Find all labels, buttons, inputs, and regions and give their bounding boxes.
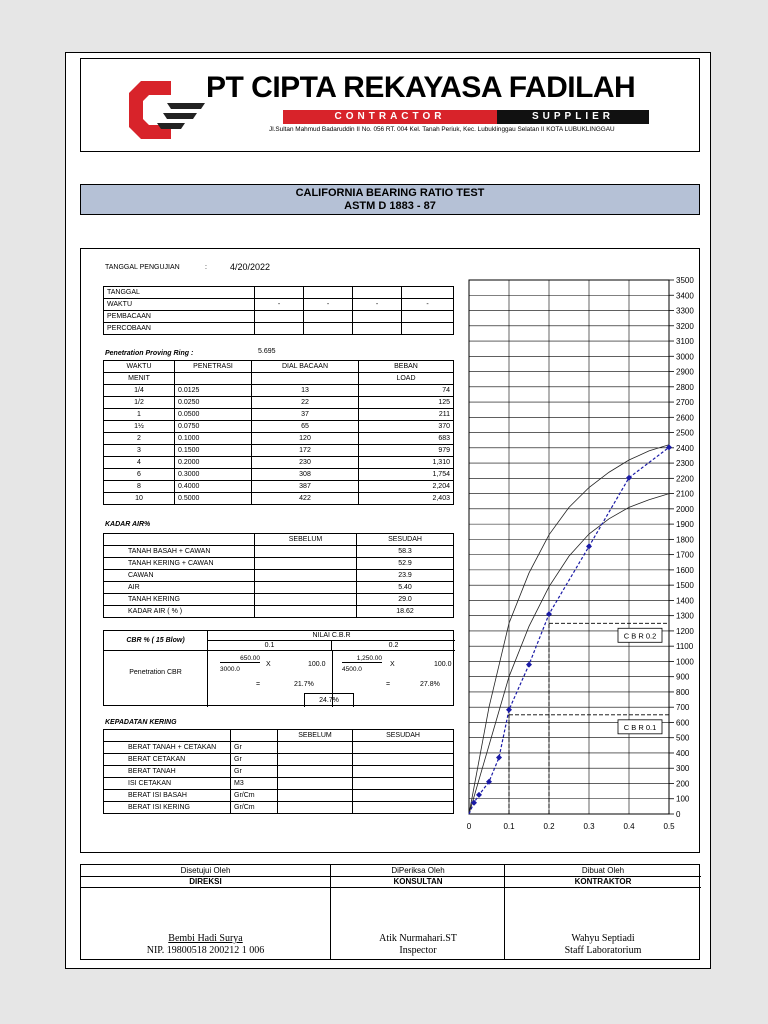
table-row: BERAT TANAH + CETAKAN Gr	[104, 742, 454, 754]
signatory-name: Bembi Hadi Surya	[168, 933, 243, 944]
signature-header: Dibuat Oleh	[505, 865, 701, 877]
cbr-den1: 3000.0	[220, 666, 240, 673]
company-logo	[127, 79, 207, 141]
x-tick-label: 0.1	[503, 822, 515, 831]
table-row: 8 0.4000 387 2,204	[104, 481, 454, 493]
table-row: AIR 5.40	[104, 582, 454, 594]
y-tick-label: 2200	[676, 474, 694, 484]
test-date-value: 4/20/2022	[230, 262, 271, 272]
cbr-eq2: =	[386, 681, 391, 688]
y-tick-label: 3200	[676, 321, 694, 331]
y-tick-label: 2300	[676, 459, 694, 469]
table-row: 1/2 0.0250 22 125	[104, 397, 454, 409]
y-tick-label: 2600	[676, 413, 694, 423]
y-tick-label: 1300	[676, 611, 694, 621]
y-tick-label: 2100	[676, 489, 694, 499]
signature-header: DiPeriksa Oleh	[331, 865, 505, 877]
table-row: 2 0.1000 120 683	[104, 433, 454, 445]
cbr-den2: 4500.0	[342, 666, 362, 673]
cbr-blow-label: CBR % ( 15 Blow)	[104, 631, 208, 651]
proving-ring-label: Penetration Proving Ring :	[105, 350, 194, 357]
y-tick-label: 400	[676, 748, 690, 758]
y-tick-label: 1500	[676, 581, 694, 591]
signature-block	[80, 864, 700, 960]
table-row: CAWAN 23.9	[104, 570, 454, 582]
penetration-table: WAKTU PENETRASI DIAL BACAAN BEBAN MENIT LOAD 1/4 0.0125 13 74 1/2 0.0250 22 125 1 0.0500 37 211 1½ 0.0750 65 370 2 0.1000 120 683 3 0.1500 172 979 4 0.2000 230 1,310 6 0.3000 308 1,754 8 0.4000 387 2,204 10 0.5000 422 2,403	[103, 360, 454, 505]
table-row: KADAR AIR ( % ) 18.62	[104, 606, 454, 618]
cbr-num1: 650.00	[220, 655, 260, 663]
moisture-label: KADAR AIR%	[105, 521, 151, 528]
cbr-mult2: 100.0	[434, 661, 452, 668]
y-tick-label: 1600	[676, 565, 694, 575]
tagline-contractor: CONTRACTOR	[334, 111, 446, 122]
company-address: Jl.Sultan Mahmud Badaruddin II No. 056 RT. 004 Kel. Tanah Periuk, Kec. Lubuklinggau Selatan II KOTA LUBUKLINGGAU	[269, 126, 615, 133]
signatory-name: Wahyu Septiadi	[571, 933, 635, 944]
y-tick-label: 2000	[676, 504, 694, 514]
cbr-eq1: =	[256, 681, 261, 688]
cbr-average: 24.7%	[304, 693, 354, 707]
y-tick-label: 2500	[676, 428, 694, 438]
cbr-res2: 27.8%	[420, 681, 440, 688]
reading-table: TANGGAL WAKTU - - - - PEMBACAAN PERCOBAAN	[103, 286, 454, 335]
title-line1: CALIFORNIA BEARING RATIO TEST	[295, 187, 485, 199]
y-tick-label: 700	[676, 703, 690, 713]
cbr-chart	[460, 275, 700, 835]
cbr-res1: 21.7%	[294, 681, 314, 688]
test-date-label: TANGGAL PENGUJIAN	[105, 264, 180, 271]
proving-ring-value: 5.695	[258, 348, 276, 355]
company-name: PT CIPTA REKAYASA FADILAH	[206, 71, 636, 104]
signature-column	[81, 865, 330, 959]
y-tick-label: 3000	[676, 352, 694, 362]
y-tick-label: 2400	[676, 443, 694, 453]
cbr-annotation-label: C B R 0.1	[623, 722, 657, 732]
y-tick-label: 3400	[676, 291, 694, 301]
cbr-mult1: 100.0	[308, 661, 326, 668]
signatory-title: Inspector	[399, 945, 437, 956]
y-tick-label: 1700	[676, 550, 694, 560]
table-row: BERAT ISI BASAH Gr/Cm	[104, 790, 454, 802]
table-row: 1 0.0500 37 211	[104, 409, 454, 421]
x-tick-label: 0	[466, 822, 472, 831]
y-tick-label: 3100	[676, 337, 694, 347]
cbr-annotation-label: C B R 0.2	[623, 631, 657, 641]
cbr-p1: 0.1	[208, 641, 332, 651]
company-header	[80, 58, 700, 152]
tagline-supplier: SUPPLIER	[531, 111, 614, 122]
table-row: BERAT CETAKAN Gr	[104, 754, 454, 766]
signature-role: KONTRAKTOR	[505, 876, 701, 888]
table-row: 3 0.1500 172 979	[104, 445, 454, 457]
x-tick-label: 0.2	[543, 822, 555, 831]
x-tick-label: 0.5	[663, 822, 675, 831]
cbr-calc-box	[103, 630, 454, 706]
cbr-nilai: NILAI C.B.R	[208, 631, 455, 641]
signatory-title: NIP. 19800518 200212 1 006	[146, 945, 265, 956]
y-tick-label: 3300	[676, 306, 694, 316]
y-tick-label: 900	[676, 672, 690, 682]
x-tick-label: 0.4	[623, 822, 635, 831]
signature-role: DIREKSI	[81, 876, 330, 888]
cbr-row-label: Penetration CBR	[104, 651, 208, 707]
y-tick-label: 2800	[676, 382, 694, 392]
signature-header: Disetujui Oleh	[81, 865, 330, 877]
table-row: TANAH KERING + CAWAN 52.9	[104, 558, 454, 570]
cbr-num2: 1,250.00	[342, 655, 382, 663]
table-row: TANAH BASAH + CAWAN 58.3	[104, 546, 454, 558]
report-title	[80, 184, 700, 215]
y-tick-label: 200	[676, 779, 690, 789]
cbr-x2: X	[390, 661, 395, 668]
y-tick-label: 1000	[676, 657, 694, 667]
table-row: 1/4 0.0125 13 74	[104, 385, 454, 397]
density-label: KEPADATAN KERING	[105, 719, 177, 726]
y-tick-label: 1100	[676, 642, 694, 652]
table-row: ISI CETAKAN M3	[104, 778, 454, 790]
y-tick-label: 1400	[676, 596, 694, 606]
table-row: 6 0.3000 308 1,754	[104, 469, 454, 481]
y-tick-label: 600	[676, 718, 690, 728]
y-tick-label: 3500	[676, 276, 694, 285]
y-tick-label: 0	[676, 810, 681, 819]
title-line2: ASTM D 1883 - 87	[344, 200, 436, 212]
company-name-wrapper	[206, 73, 635, 103]
table-row: BERAT TANAH Gr	[104, 766, 454, 778]
table-row: 4 0.2000 230 1,310	[104, 457, 454, 469]
signature-role: KONSULTAN	[331, 876, 505, 888]
y-tick-label: 300	[676, 764, 690, 774]
y-tick-label: 2700	[676, 398, 694, 408]
moisture-table: SEBELUM SESUDAH TANAH BASAH + CAWAN 58.3 TANAH KERING + CAWAN 52.9 CAWAN 23.9 AIR 5.40 TANAH KERING 29.0 KADAR AIR ( % ) 18.62	[103, 533, 454, 618]
signature-column	[504, 865, 701, 959]
density-table: SEBELUM SESUDAH BERAT TANAH + CETAKAN Gr BERAT CETAKAN Gr BERAT TANAH Gr ISI CETAKAN M3 BERAT ISI BASAH Gr/Cm BERAT ISI KERING Gr/Cm	[103, 729, 454, 814]
signature-column	[330, 865, 505, 959]
y-tick-label: 100	[676, 794, 690, 804]
tagline-bar	[283, 110, 649, 124]
y-tick-label: 1800	[676, 535, 694, 545]
table-row: BERAT ISI KERING Gr/Cm	[104, 802, 454, 814]
y-tick-label: 800	[676, 687, 690, 697]
y-tick-label: 1200	[676, 626, 694, 636]
table-row: 10 0.5000 422 2,403	[104, 493, 454, 505]
y-tick-label: 500	[676, 733, 690, 743]
signatory-name: Atik Nurmahari.ST	[379, 933, 457, 944]
cbr-p2: 0.2	[332, 641, 455, 651]
y-tick-label: 2900	[676, 367, 694, 377]
y-tick-label: 1900	[676, 520, 694, 530]
table-row: 1½ 0.0750 65 370	[104, 421, 454, 433]
cbr-x1: X	[266, 661, 271, 668]
table-row: TANAH KERING 29.0	[104, 594, 454, 606]
test-date-colon: :	[205, 264, 207, 271]
x-tick-label: 0.3	[583, 822, 595, 831]
signatory-title: Staff Laboratorium	[564, 945, 642, 956]
